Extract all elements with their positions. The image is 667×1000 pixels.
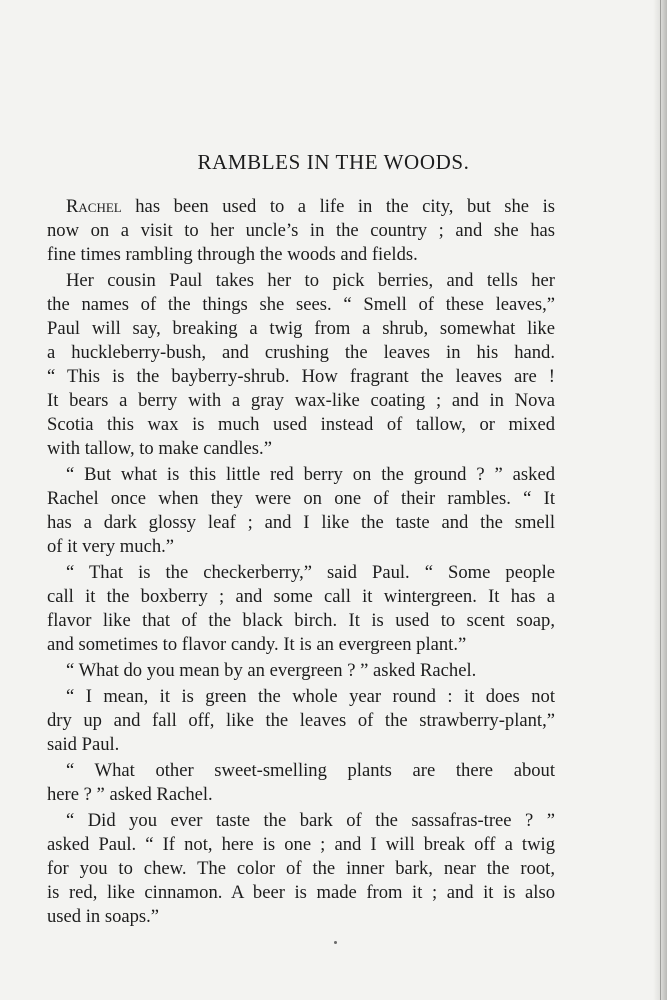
paragraph-8 <box>47 809 555 929</box>
text-line: has a dark glossy leaf ; and I like the taste and the smell <box>47 512 555 533</box>
paragraph-4 <box>47 561 555 657</box>
body-text <box>47 195 555 929</box>
text-line: for you to chew. The color of the inner bark, near the root, <box>47 858 555 879</box>
text-line: Rachel has been used to a life in the city, but she is <box>66 196 555 217</box>
text-line: of it very much.” <box>47 536 175 557</box>
text-line: flavor like that of the black birch. It is used to scent soap, <box>47 610 555 631</box>
text-line: “ What other sweet-smelling plants are there about <box>66 760 555 781</box>
text-line: “ What do you mean by an evergreen ? ” asked Rachel. <box>66 660 477 681</box>
page-title: RAMBLES IN THE WOODS. <box>197 150 470 174</box>
text-line: Paul will say, breaking a twig from a shrub, somewhat like <box>47 318 555 339</box>
text-line: “ Did you ever taste the bark of the sassafras-tree ? ” <box>66 810 555 831</box>
text-line: “ I mean, it is green the whole year round : it does not <box>66 686 555 707</box>
lead-word: Rachel <box>66 196 122 217</box>
text-line: asked Paul. “ If not, here is one ; and I will break off a twig <box>47 834 555 855</box>
text-line: Rachel once when they were on one of their rambles. “ It <box>47 488 555 509</box>
text-line: dry up and fall off, like the leaves of the strawberry-plant,” <box>47 710 555 731</box>
text-line: used in soaps.” <box>47 906 160 927</box>
text-line: with tallow, to make candles.” <box>47 438 272 459</box>
text-line: a huckleberry-bush, and crushing the leaves in his hand. <box>47 342 555 363</box>
text-line: the names of the things she sees. “ Smell of these leaves,” <box>47 294 555 315</box>
text-line: and sometimes to flavor candy. It is an evergreen plant.” <box>47 634 467 655</box>
text-line: said Paul. <box>47 734 120 755</box>
text-line: “ That is the checkerberry,” said Paul. “ Some people <box>66 562 555 583</box>
paragraph-6 <box>47 685 555 757</box>
paragraph-2 <box>47 269 555 461</box>
text-line: is red, like cinnamon. A beer is made from it ; and it is also <box>47 882 555 903</box>
paragraph-3 <box>47 463 555 559</box>
paragraph-1 <box>47 195 555 267</box>
text-line: “ This is the bayberry-shrub. How fragrant the leaves are ! <box>47 366 555 387</box>
text-line: now on a visit to her uncle’s in the country ; and she has <box>47 220 555 241</box>
text-line: “ But what is this little red berry on the ground ? ” asked <box>66 464 555 485</box>
text-line: fine times rambling through the woods and fields. <box>47 244 418 265</box>
text-line: Her cousin Paul takes her to pick berries, and tells her <box>66 270 555 291</box>
text-line: Scotia this wax is much used instead of tallow, or mixed <box>47 414 555 435</box>
text-line: call it the boxberry ; and some call it wintergreen. It has a <box>47 586 555 607</box>
paragraph-5 <box>47 659 555 683</box>
page-speck <box>334 941 337 944</box>
paragraph-7 <box>47 759 555 807</box>
text-line: It bears a berry with a gray wax-like coating ; and in Nova <box>47 390 555 411</box>
text-line: here ? ” asked Rachel. <box>47 784 213 805</box>
